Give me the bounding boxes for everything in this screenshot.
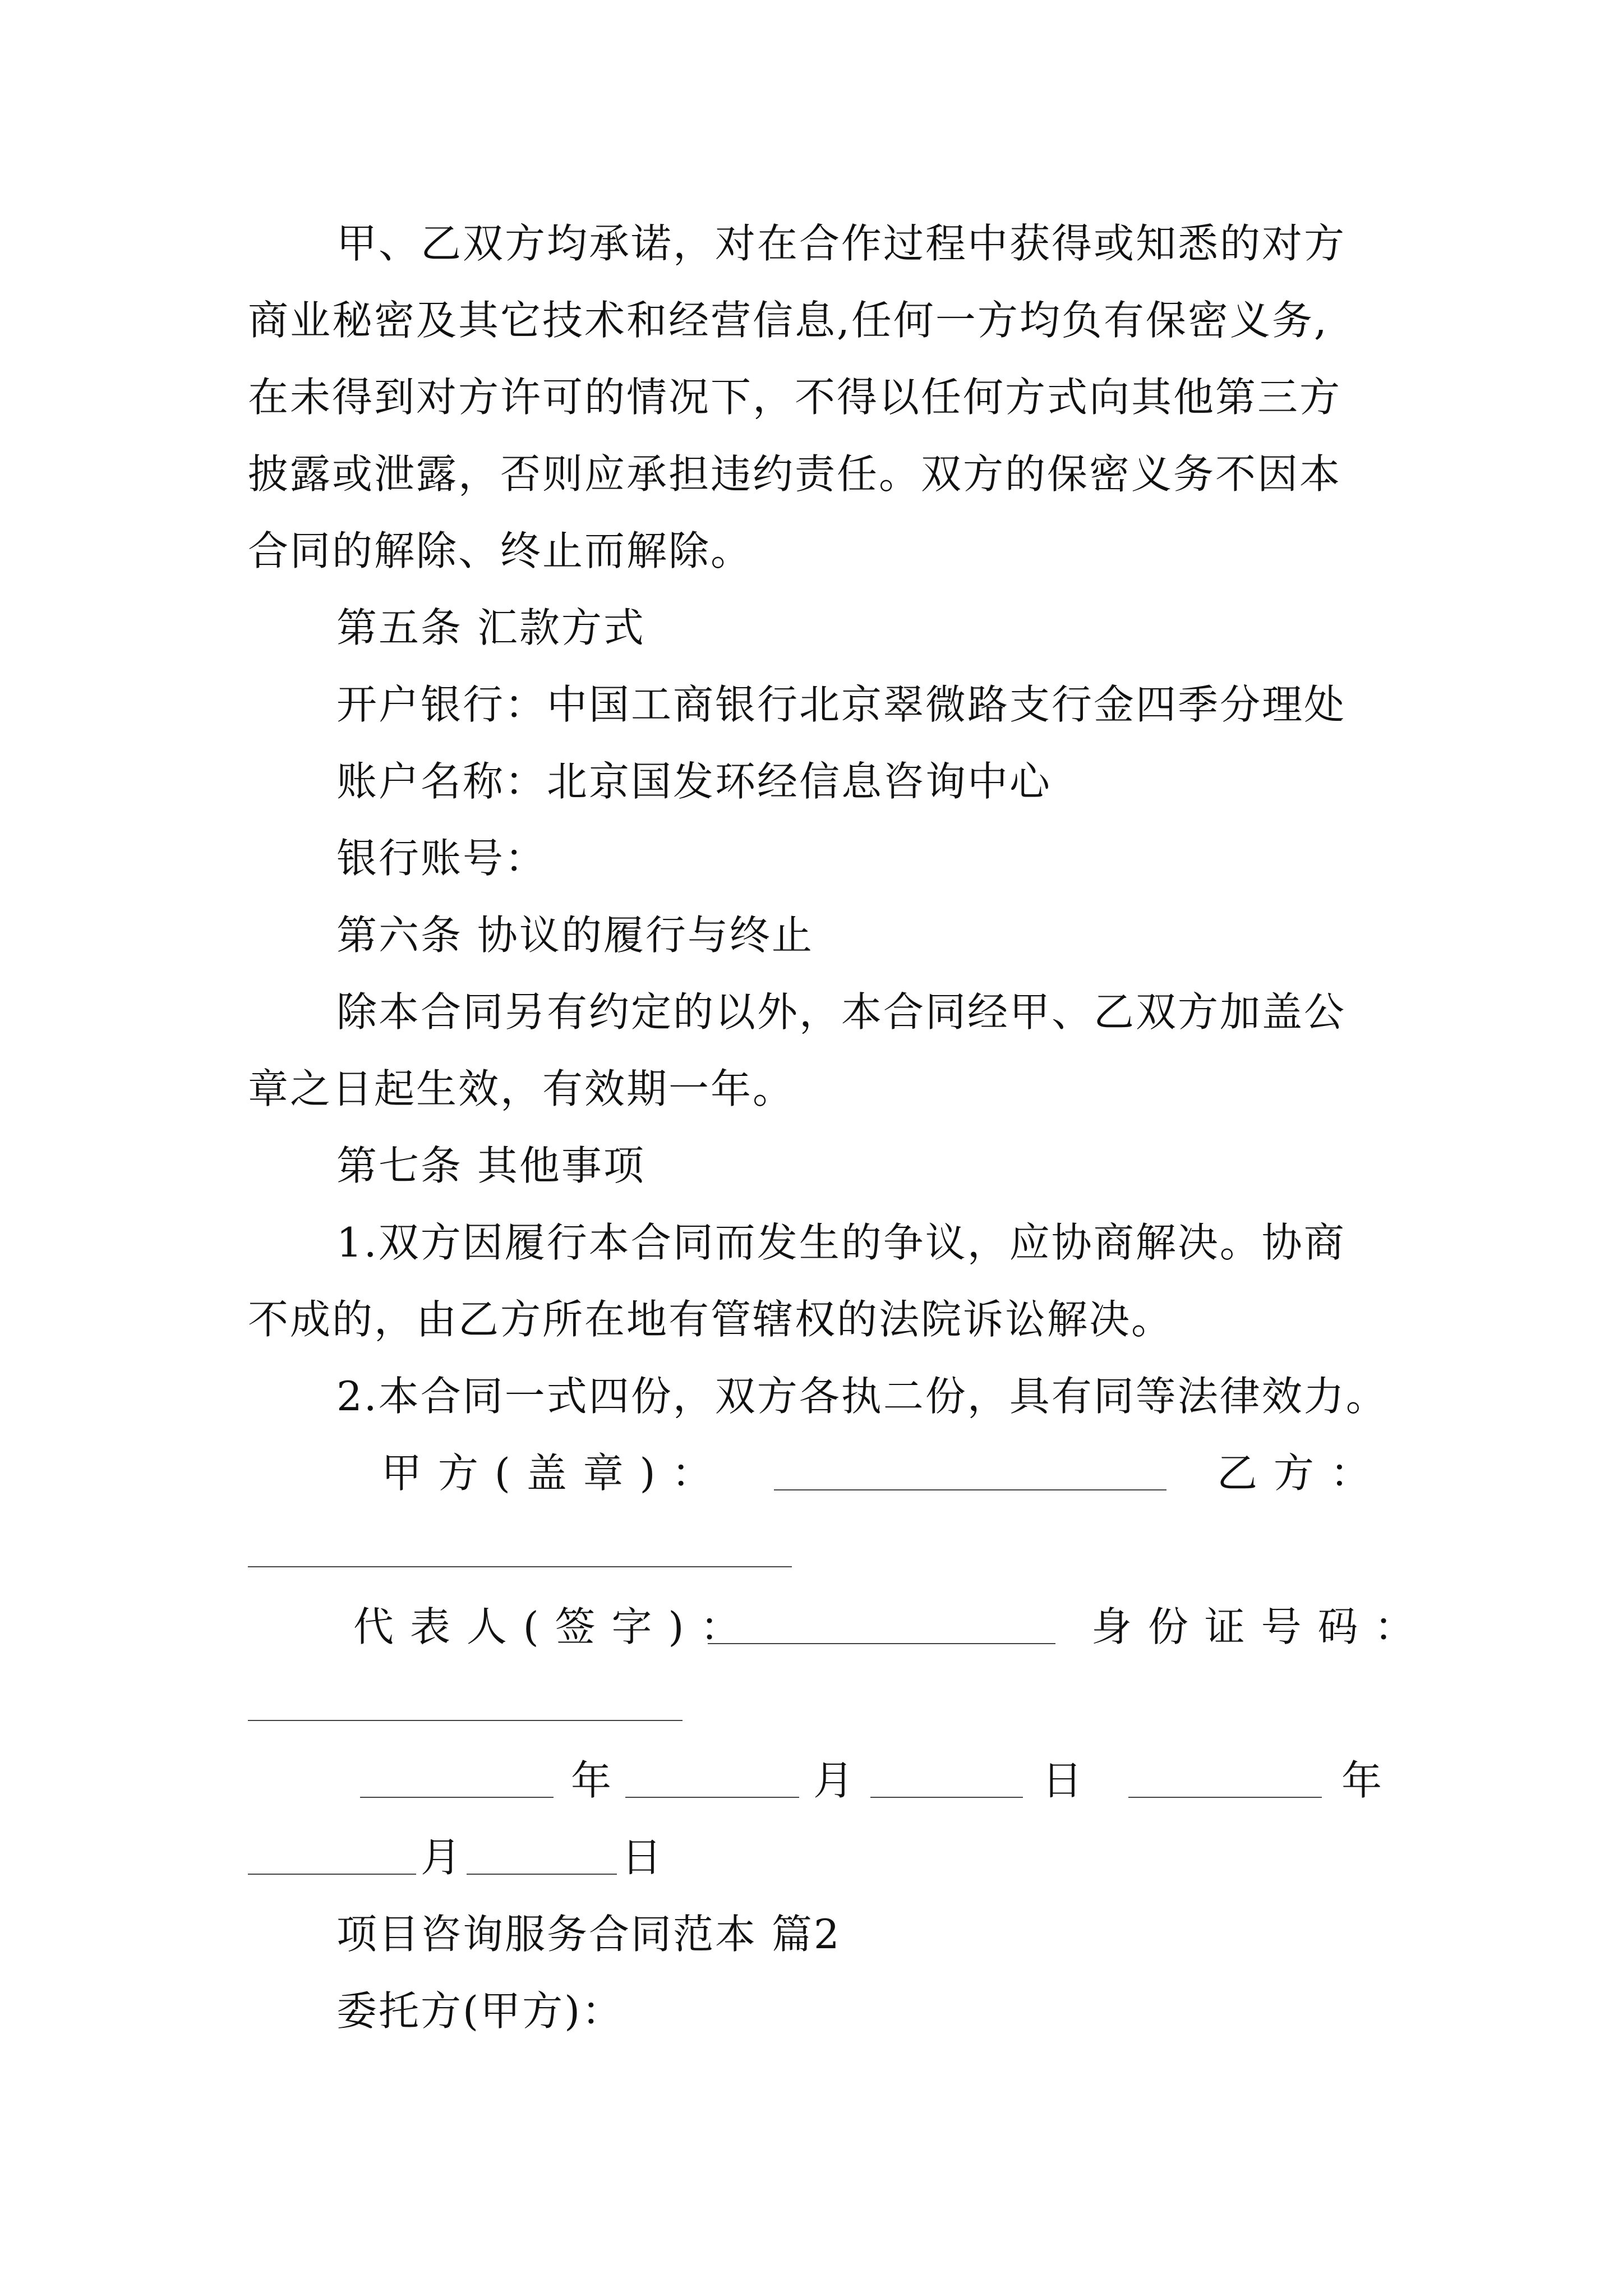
- party-a-month-blank: [625, 1797, 799, 1798]
- paragraph-confidentiality-line-3: 在未得到对方许可的情况下，不得以任何方式向其他第三方: [248, 374, 1342, 421]
- party-b-year-blank: [1128, 1797, 1322, 1798]
- section-2-title: 项目咨询服务合同范本 篇2: [336, 1911, 841, 1958]
- party-b-label: 乙 方 ：: [1217, 1450, 1372, 1497]
- article-7-item-1-line-1: 1.双方因履行本合同而发生的争议，应协商解决。协商: [336, 1219, 1346, 1266]
- party-a-day-label: 日: [1042, 1757, 1085, 1804]
- party-b-month-label: 月: [421, 1834, 463, 1881]
- representative-signature-label: 代 表 人 ( 签 字 ) ：: [353, 1603, 743, 1650]
- party-a-year-label: 年: [571, 1757, 614, 1804]
- paragraph-confidentiality-line-2: 商业秘密及其它技术和经营信息,任何一方均负有保密义务,: [248, 297, 1329, 344]
- article-6-line-1: 除本合同另有约定的以外，本合同经甲、乙双方加盖公: [336, 988, 1347, 1036]
- representative-signature-blank: [708, 1643, 1055, 1644]
- client-party-a-label: 委托方(甲方)：: [336, 1987, 624, 2035]
- paragraph-confidentiality-line-5: 合同的解除、终止而解除。: [248, 527, 753, 574]
- party-a-seal-label: 甲 方 ( 盖 章 ) ：: [381, 1450, 714, 1497]
- party-b-year-label: 年: [1341, 1757, 1384, 1804]
- party-a-month-label: 月: [813, 1757, 856, 1804]
- article-6-heading: 第六条 协议的履行与终止: [336, 912, 814, 959]
- article-7-item-2: 2.本合同一式四份，双方各执二份，具有同等法律效力。: [336, 1373, 1388, 1420]
- party-b-day-label: 日: [621, 1834, 664, 1881]
- party-b-month-blank: [248, 1874, 416, 1875]
- party-a-year-blank: [360, 1797, 554, 1798]
- paragraph-confidentiality-line-4: 披露或泄露，否则应承担违约责任。双方的保密义务不因本: [248, 450, 1342, 498]
- party-a-day-blank: [870, 1797, 1023, 1798]
- article-6-line-2: 章之日起生效，有效期一年。: [248, 1065, 795, 1112]
- party-a-seal-blank: [774, 1489, 1166, 1490]
- article-5-heading: 第五条 汇款方式: [336, 604, 645, 651]
- paragraph-confidentiality-line-1: 甲、乙双方均承诺，对在合作过程中获得或知悉的对方: [336, 220, 1347, 267]
- party-b-day-blank: [467, 1874, 617, 1875]
- account-number-line: 银行账号：: [336, 835, 547, 882]
- bank-name-line: 开户银行：中国工商银行北京翠微路支行金四季分理处: [336, 681, 1347, 728]
- account-name-line: 账户名称：北京国发环经信息咨询中心: [336, 758, 1052, 805]
- article-7-heading: 第七条 其他事项: [336, 1142, 645, 1189]
- party-b-blank: [248, 1566, 792, 1567]
- id-number-blank: [248, 1720, 683, 1721]
- id-number-label: 身 份 证 号 码 ：: [1091, 1603, 1417, 1650]
- article-7-item-1-line-2: 不成的，由乙方所在地有管辖权的法院诉讼解决。: [248, 1296, 1174, 1343]
